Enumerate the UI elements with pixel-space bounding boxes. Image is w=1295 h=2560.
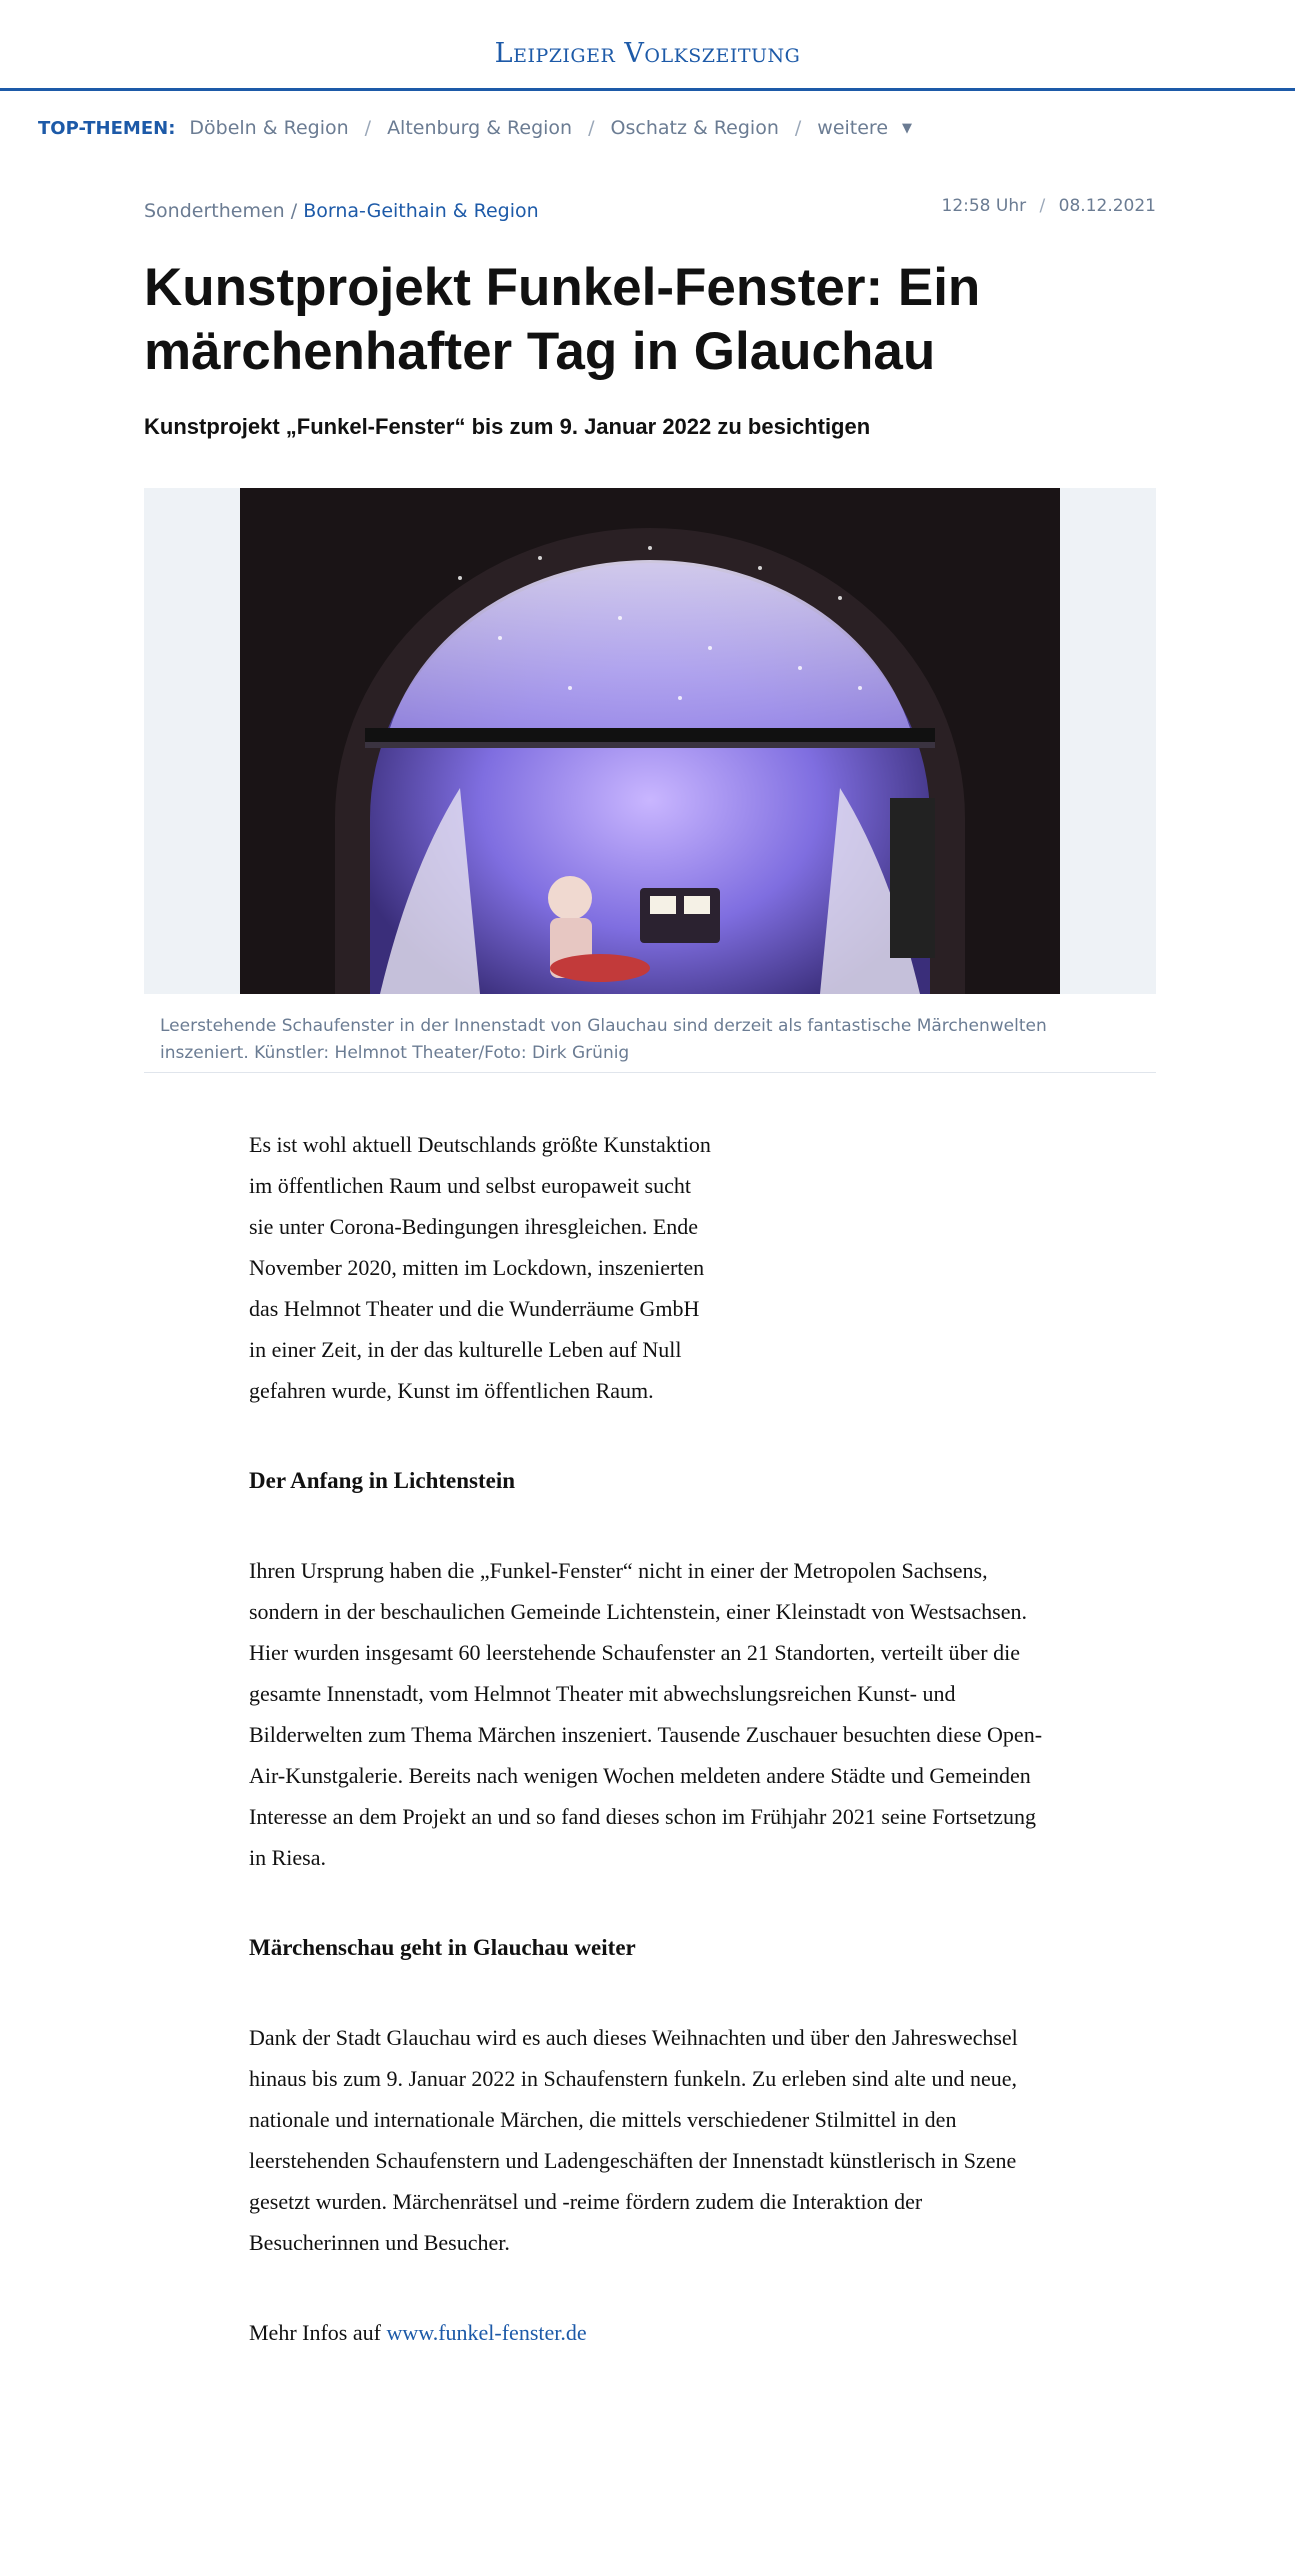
article-paragraph: Ihren Ursprung haben die „Funkel-Fenster“ nicht in einer der Metropolen Sachsens, sondern in der beschaulichen Gemeinde Lichtenstein, einer Kleinstadt von Westsachsen. Hier wurden insgesamt 60 leerstehende Schaufenster an 21 Standorten, verteilt über die gesamte Innenstadt, vom Helmnot Theater mit abwechslungsreichen Kunst- und Bilderwelten zum Thema Märchen inszeniert. Tausende Zuschauer besuchten diese Open-Air-Kunstgalerie. Bereits nach wenigen Wochen meldeten andere Städte und Gemeinden Interesse an dem Projekt an und so fand dieses schon im Frühjahr 2021 seine Fortsetzung in Riesa. [249, 1558, 1043, 1870]
spacer [249, 1411, 1049, 1460]
spacer [249, 2263, 1049, 2312]
site-header [0, 0, 1295, 91]
breadcrumb-separator: / [290, 200, 298, 222]
more-info-line [249, 2312, 1049, 2353]
breadcrumb-current[interactable]: Borna-Geithain & Region [303, 200, 539, 222]
top-topics-label: TOP-THEMEN: [38, 117, 176, 139]
spacer [249, 1501, 1049, 1550]
publish-date: 08.12.2021 [1058, 196, 1156, 216]
publish-meta [942, 196, 1157, 216]
caption-divider [144, 1072, 1156, 1073]
article-image[interactable] [240, 488, 1060, 994]
topic-separator: / [794, 117, 802, 139]
topic-link-doebeln[interactable]: Döbeln & Region [189, 117, 349, 139]
spacer [249, 1878, 1049, 1927]
topic-separator: / [364, 117, 372, 139]
meta-separator: / [1039, 196, 1046, 216]
spacer [249, 1968, 1049, 2017]
article-paragraph: Es ist wohl aktuell Deutschlands größte Kunstaktion im öffentlichen Raum und selbst europaweit sucht sie unter Corona-Bedingungen ihresgleichen. Ende November 2020, mitten im Lockdown, inszenierten das Helmnot Theater und die Wunderräume GmbH in einer Zeit, in der das kulturelle Leben auf Null gefahren wurde, Kunst im öffentlichen Raum. [249, 1132, 711, 1403]
chevron-down-icon[interactable]: ▼ [902, 120, 913, 136]
topic-link-oschatz[interactable]: Oschatz & Region [610, 117, 779, 139]
article-subtitle: Kunstprojekt „Funkel-Fenster“ bis zum 9. Januar 2022 zu besichtigen [144, 414, 871, 439]
breadcrumb-section[interactable]: Sonderthemen [144, 200, 285, 222]
publish-time: 12:58 Uhr [941, 196, 1027, 216]
site-logo[interactable]: Leipziger Volkszeitung [494, 38, 801, 69]
article-subheading: Märchenschau geht in Glauchau weiter [249, 1935, 636, 1960]
topic-separator: / [588, 117, 595, 139]
article-title: Kunstprojekt Funkel-Fenster: Ein märchenhafter Tag in Glauchau [144, 258, 981, 381]
shop-window-illustration [240, 488, 1060, 994]
funkel-fenster-link[interactable]: www.funkel-fenster.de [386, 2320, 587, 2345]
breadcrumb [144, 200, 539, 222]
top-topics-nav [38, 113, 912, 143]
article-body [249, 1124, 1049, 2353]
article-subheading: Der Anfang in Lichtenstein [249, 1468, 516, 1493]
article-paragraph: Dank der Stadt Glauchau wird es auch dieses Weihnachten und über den Jahreswechsel hinaus bis zum 9. Januar 2022 in Schaufenstern funkeln. Zu erleben sind alte und neue, nationale und internationale Märchen, die mittels verschiedener Stilmittel in den leerstehenden Schaufenstern und Ladengeschäften der Innenstadt künstlerisch in Szene gesetzt wurden. Märchenrätsel und -reime fördern zudem die Interaktion der Besucherinnen und Besucher. [249, 2025, 1018, 2255]
topic-link-altenburg[interactable]: Altenburg & Region [387, 117, 573, 139]
article-image-container [144, 488, 1156, 994]
image-caption: Leerstehende Schaufenster in der Innenstadt von Glauchau sind derzeit als fantastische Märchenwelten inszeniert. Künstler: Helmnot Theater/Foto: Dirk Grünig [160, 1016, 1047, 1063]
topic-link-more[interactable]: weitere [817, 117, 889, 139]
more-info-prefix: Mehr Infos auf [249, 2320, 381, 2345]
